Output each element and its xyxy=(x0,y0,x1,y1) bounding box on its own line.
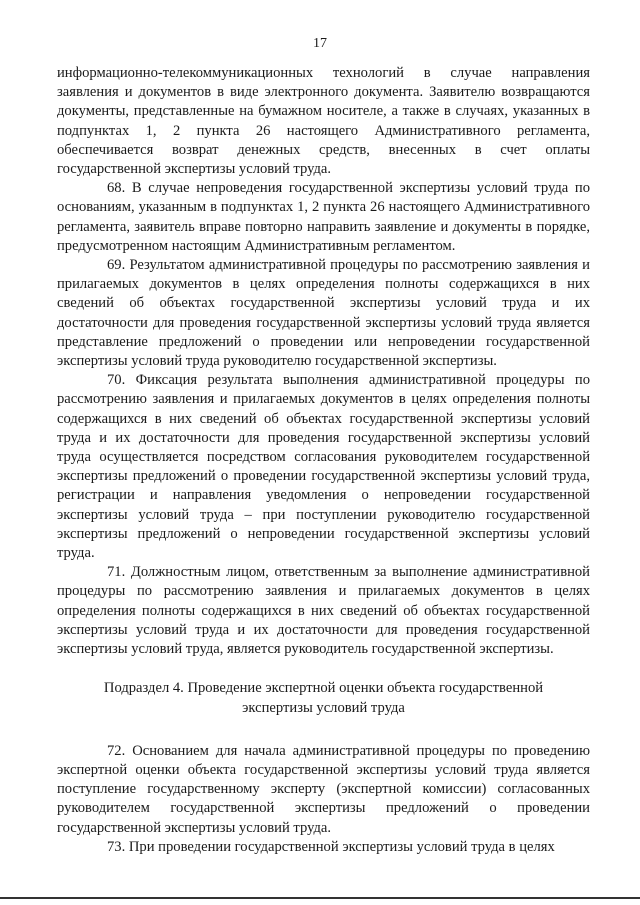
paragraph-69: 69. Результатом административной процедуры по рассмотрению заявления и прилагаемых документов в целях определения полноты содержащихся в них сведений об объектах государственной экспертизы условий труда и их достаточности для проведения государственной экспертизы условий труда является представление предложений о проведении или непроведении государственной экспертизы условий труда руководителю государственной экспертизы. xyxy=(57,257,590,370)
subsection-heading-line: Подраздел 4. Проведение экспертной оценки объекта государственной xyxy=(103,680,544,697)
paragraph-71: 71. Должностным лицом, ответственным за выполнение административной процедуры по рассмотрению заявления и прилагаемых документов в целях определения полноты содержащихся в них сведений об объектах государственной экспертизы условий труда и их достаточности для проведения государственной экспертизы условий труда, является руководитель государственной экспертизы. xyxy=(57,564,590,658)
paragraph-70: 70. Фиксация результата выполнения административной процедуры по рассмотрению заявления и прилагаемых документов в целях определения полноты содержащихся в них сведений об объектах государственной экспертизы условий труда и их достаточности для проведения государственной экспертизы условий труда осуществляется посредством согласования руководителем государственной экспертизы предложений о проведении государственной экспертизы условий труда, регистрации и направления уведомления о непроведении государственной экспертизы условий труда – при поступлении руководителю государственной экспертизы предложений о непроведении государственной экспертизы условий труда. xyxy=(57,372,590,562)
subsection-heading-line: экспертизы условий труда xyxy=(242,699,405,716)
paragraph-68: 68. В случае непроведения государственной экспертизы условий труда по основаниям, указанным в подпунктах 1, 2 пункта 26 настоящего Административного регламента, заявитель вправе повторно направить заявление и документы в порядке, предусмотренном настоящим Административным регламентом. xyxy=(57,180,590,254)
paragraphs-after xyxy=(57,742,590,857)
paragraph-73: 73. При проведении государственной экспертизы условий труда в целях xyxy=(107,838,555,855)
document-body xyxy=(57,64,590,857)
paragraph: информационно-телекоммуникационных технологий в случае направления заявления и документов в виде электронного документа. Заявителю возвращаются документы, представленные на бумажном носителе, а также в случаях, указанных в подпунктах 1, 2 пункта 26 настоящего Административного регламента, обеспечивается возврат денежных средств, внесенных в счет оплаты государственной экспертизы условий труда. xyxy=(57,65,590,178)
subsection-heading xyxy=(57,679,590,717)
paragraph-72: 72. Основанием для начала административной процедуры по проведению экспертной оценки объекта государственной экспертизы условий труда является поступление государственному эксперту (экспертной комиссии) согласованных руководителем государственной экспертизы предложений о проведении государственной экспертизы условий труда. xyxy=(57,742,590,836)
paragraphs-before xyxy=(57,64,590,659)
page-number: 17 xyxy=(313,36,327,51)
scan-edge-divider xyxy=(0,897,640,899)
